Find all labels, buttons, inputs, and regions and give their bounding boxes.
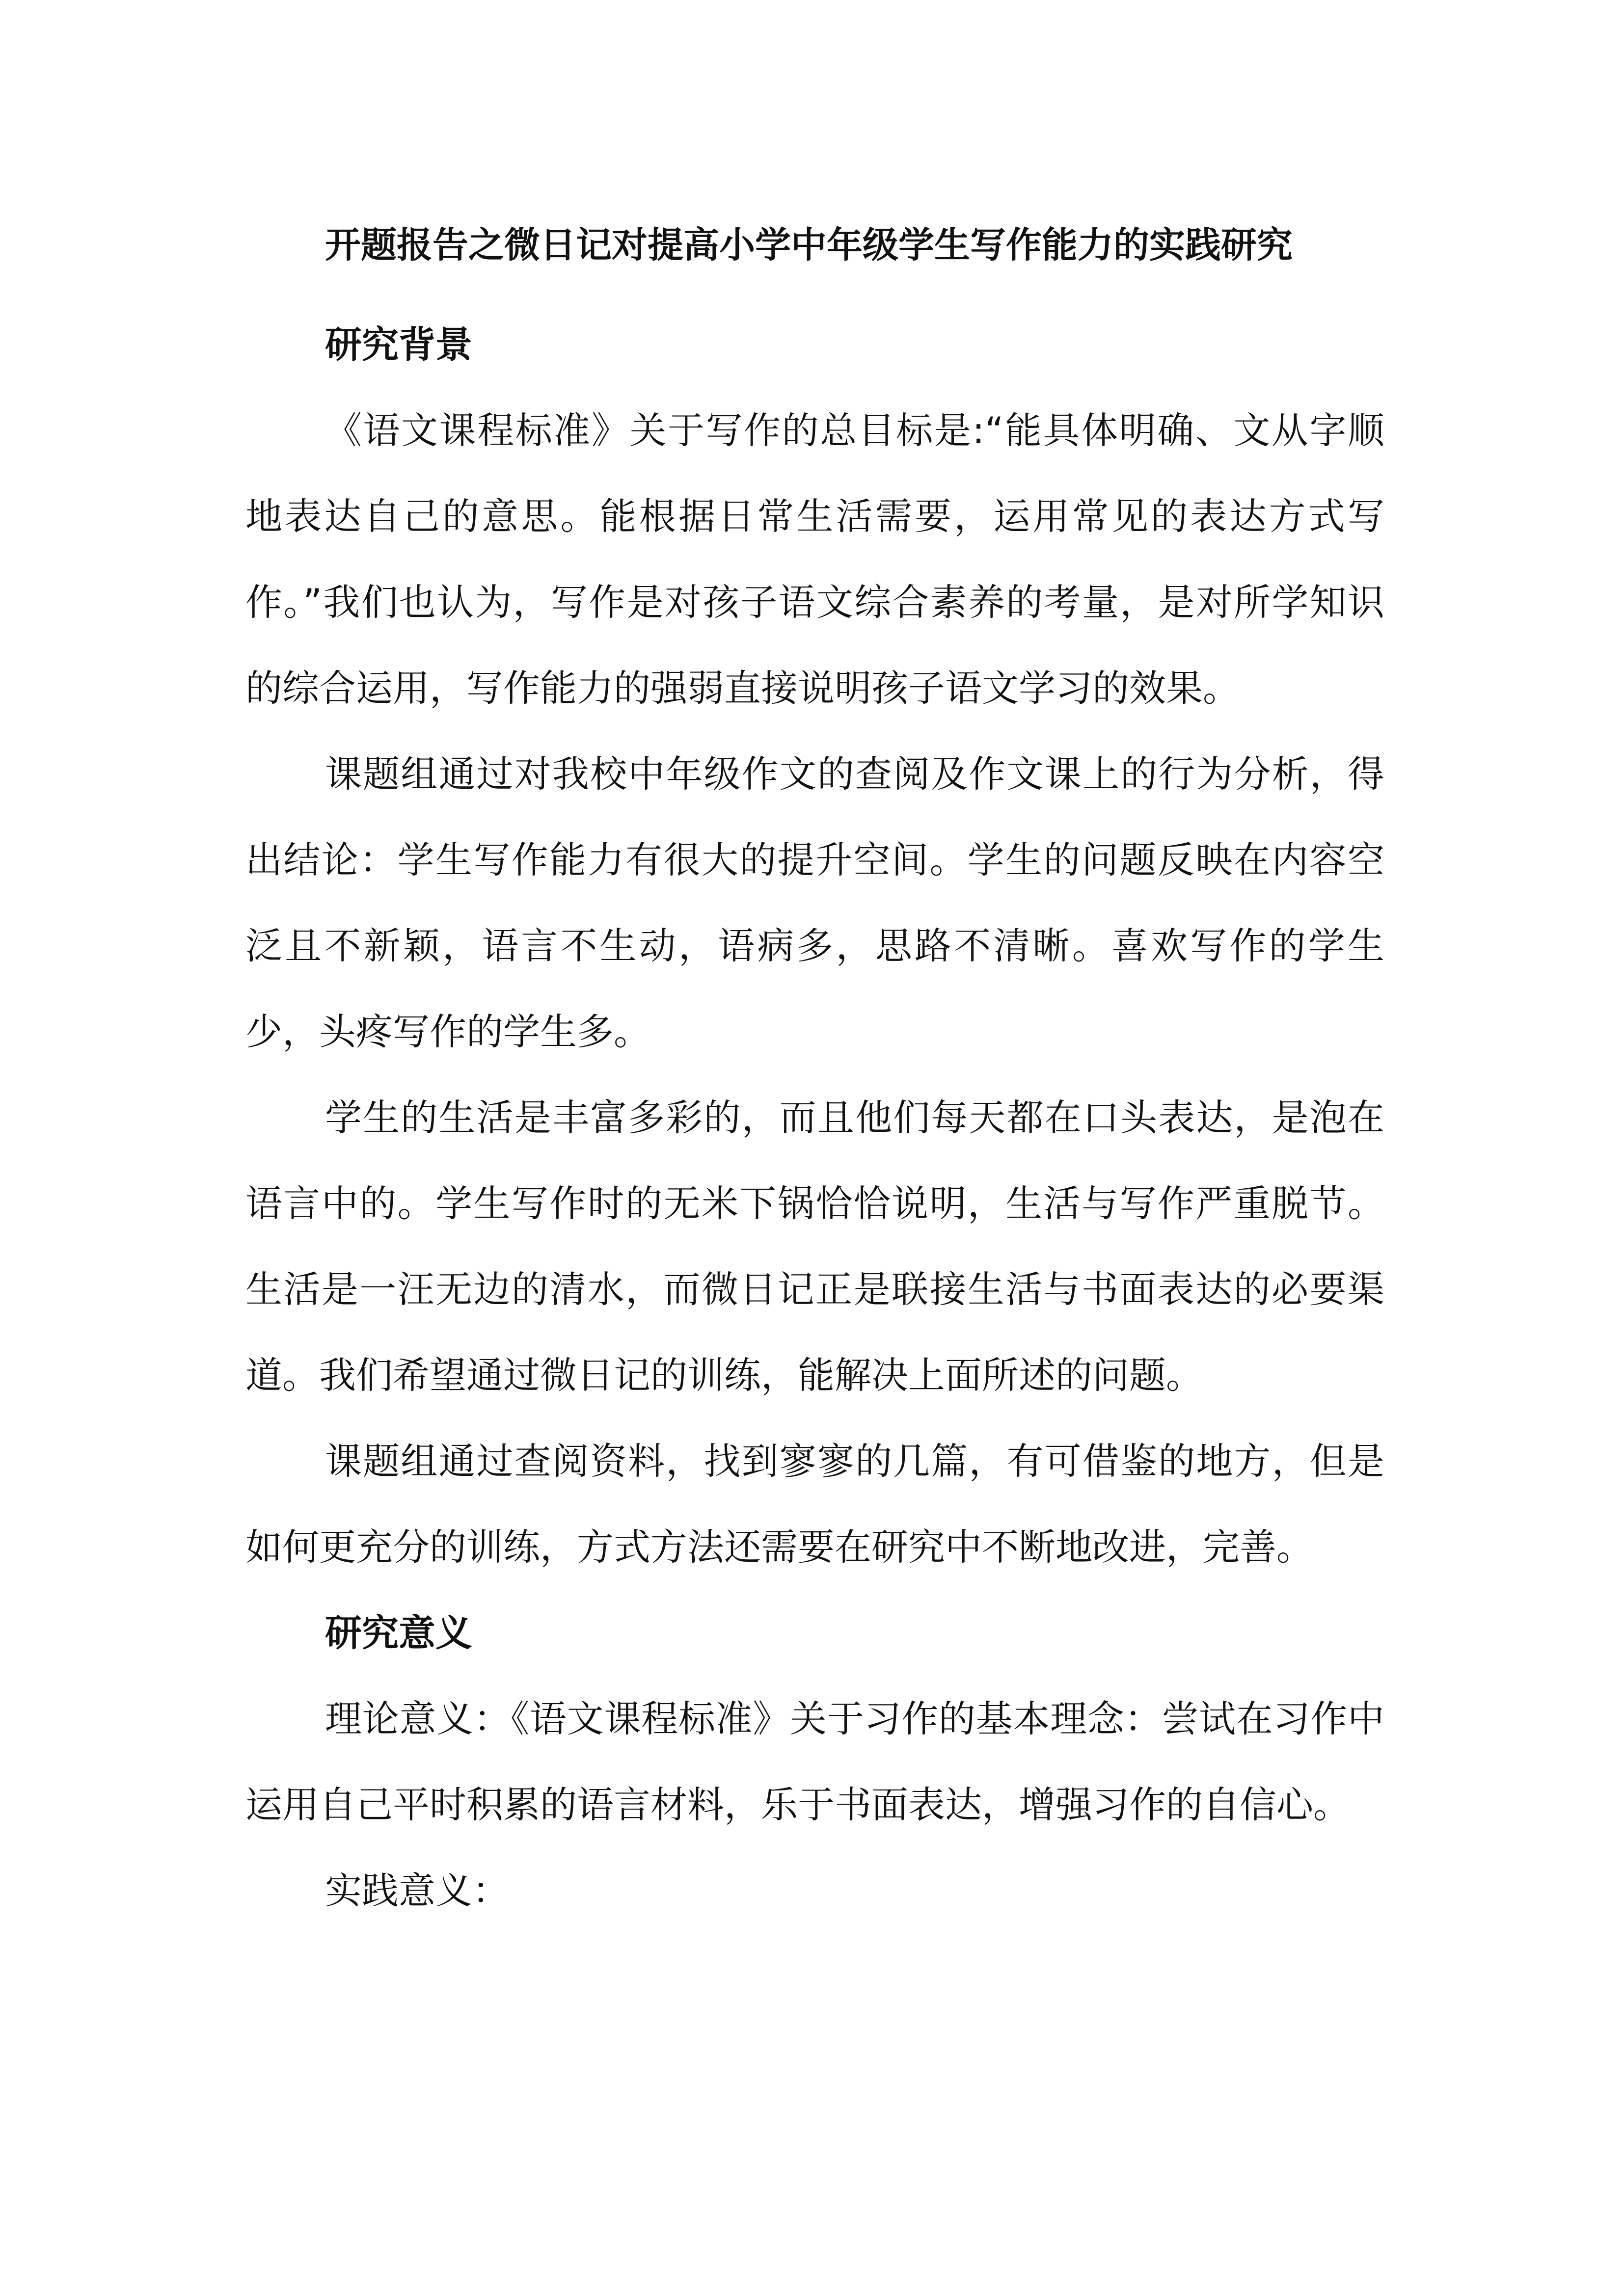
paragraph-practical-significance: 实践意义：	[325, 1869, 510, 1912]
paragraph-background-4: 课题组通过查阅资料，找到寥寥的几篇，有可借鉴的地方，但是如何更充分的训练，方式方法还需要在研究中不断地改进，完善。	[245, 1440, 1384, 1569]
section-heading-background: 研究背景	[325, 323, 473, 366]
paragraph-background-3: 学生的生活是丰富多彩的，而且他们每天都在口头表达，是泡在语言中的。学生写作时的无米下锅恰恰说明，生活与写作严重脱节。生活是一汪无边的清水，而微日记正是联接生活与书面表达的必要渠道。我们希望通过微日记的训练，能解决上面所述的问题。	[245, 1096, 1384, 1397]
paragraph-background-2: 课题组通过对我校中年级作文的查阅及作文课上的行为分析，得出结论：学生写作能力有很大的提升空间。学生的问题反映在内容空泛且不新颖，语言不生动，语病多，思路不清晰。喜欢写作的学生少，头疼写作的学生多。	[245, 752, 1384, 1053]
document-body	[245, 216, 1384, 1934]
paragraph-theoretical-significance: 理论意义：《语文课程标准》关于习作的基本理念：尝试在习作中运用自己平时积累的语言材料，乐于书面表达，增强习作的自信心。	[245, 1697, 1384, 1826]
paragraph-background-1: 《语文课程标准》关于写作的总目标是:“能具体明确、文从字顺地表达自己的意思。能根据日常生活需要，运用常见的表达方式写作。”我们也认为，写作是对孩子语文综合素养的考量，是对所学知识的综合运用，写作能力的强弱直接说明孩子语文学习的效果。	[245, 409, 1384, 710]
document-title: 开题报告之微日记对提高小学中年级学生写作能力的实践研究	[325, 224, 1293, 266]
section-heading-significance: 研究意义	[325, 1611, 473, 1655]
